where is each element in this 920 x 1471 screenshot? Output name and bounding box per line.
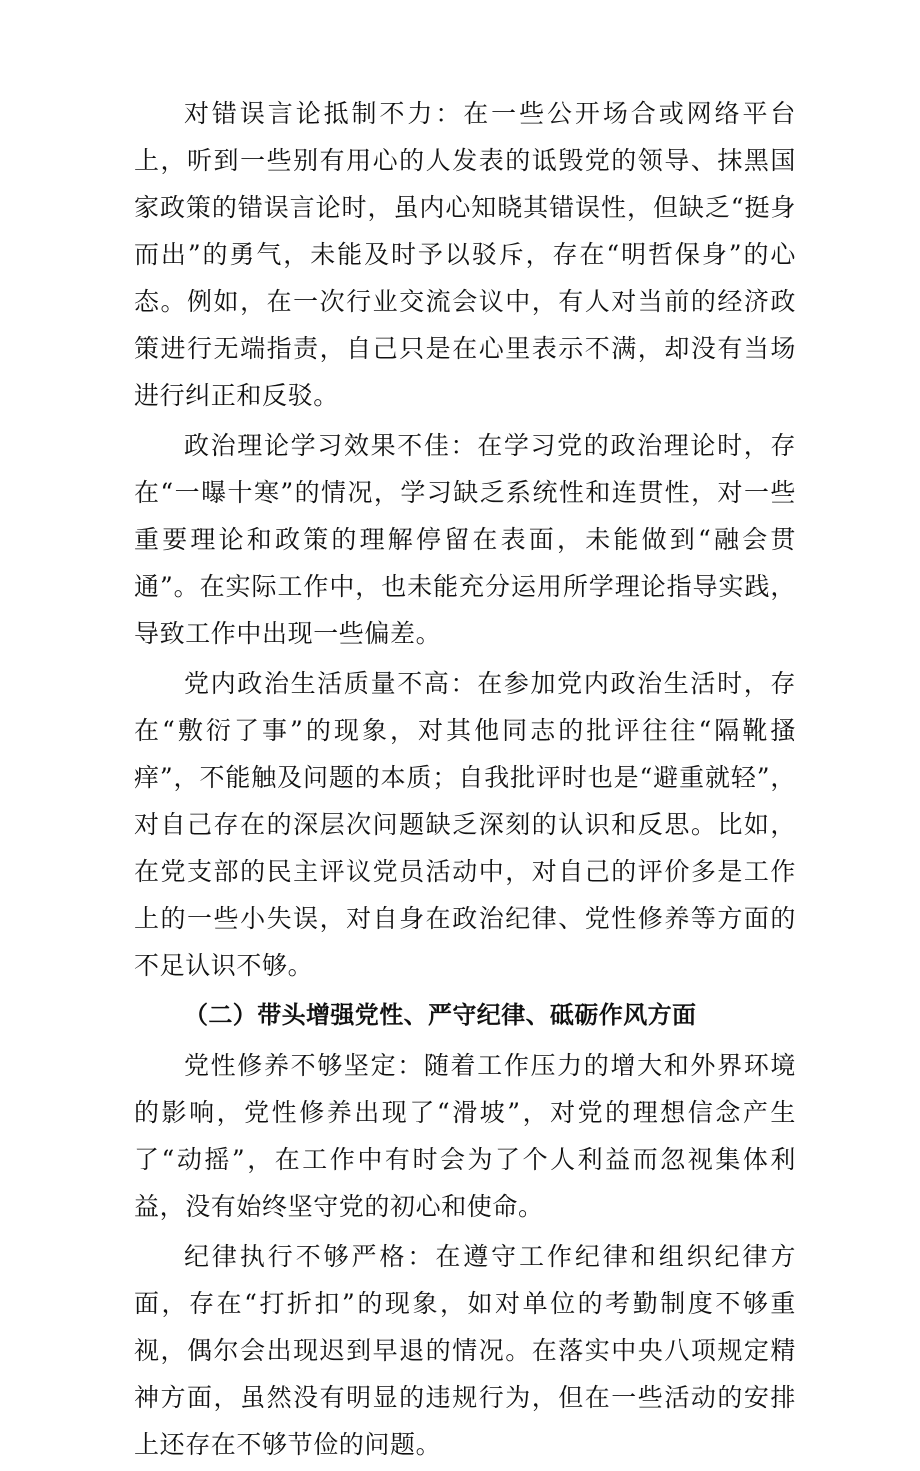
document-page: [134, 90, 796, 1471]
section-heading: （二）带头增强党性、严守纪律、砥砺作风方面: [184, 1001, 697, 1029]
paragraph-discipline: 纪律执行不够严格：在遵守工作纪律和组织纪律方面，存在“打折扣”的现象，如对单位的考勤制度不够重视，偶尔会出现迟到早退的情况。在落实中央八项规定精神方面，虽然没有明显的违规行为，但在一些活动的安排上还存在不够节俭的问题。: [134, 1242, 796, 1459]
paragraph-party-spirit: 党性修养不够坚定：随着工作压力的增大和外界环境的影响，党性修养出现了“滑坡”，对党的理想信念产生了“动摇”，在工作中有时会为了个人利益而忽视集体利益，没有始终坚守党的初心和使命。: [134, 1051, 796, 1221]
paragraph-political-life: 党内政治生活质量不高：在参加党内政治生活时，存在“敷衍了事”的现象，对其他同志的批评往往“隔靴搔痒”，不能触及问题的本质；自我批评时也是“避重就轻”，对自己存在的深层次问题缺乏深刻的认识和反思。比如，在党支部的民主评议党员活动中，对自己的评价多是工作上的一些小失误，对自身在政治纪律、党性修养等方面的不足认识不够。: [134, 669, 796, 980]
paragraph-theory-study: 政治理论学习效果不佳：在学习党的政治理论时，存在“一曝十寒”的情况，学习缺乏系统性和连贯性，对一些重要理论和政策的理解停留在表面，未能做到“融会贯通”。在实际工作中，也未能充分运用所学理论指导实践，导致工作中出现一些偏差。: [134, 431, 796, 648]
paragraph-criticism-resistance: 对错误言论抵制不力：在一些公开场合或网络平台上，听到一些别有用心的人发表的诋毁党的领导、抹黑国家政策的错误言论时，虽内心知晓其错误性，但缺乏“挺身而出”的勇气，未能及时予以驳斥，存在“明哲保身”的心态。例如，在一次行业交流会议中，有人对当前的经济政策进行无端指责，自己只是在心里表示不满，却没有当场进行纠正和反驳。: [134, 99, 796, 410]
